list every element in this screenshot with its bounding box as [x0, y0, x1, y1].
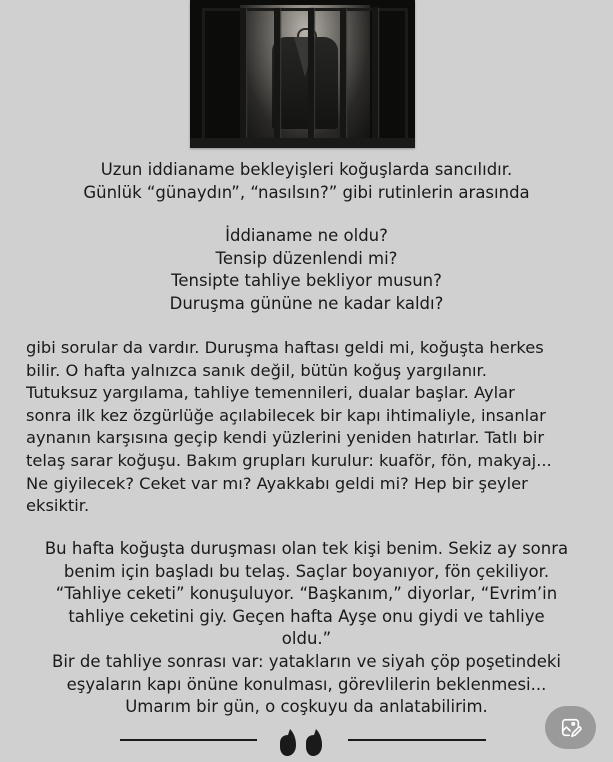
- paragraph-line: Tutuksuz yargılama, tahliye temennileri, dualar başlar. Aylar: [26, 383, 515, 403]
- prison-bar: [372, 8, 378, 140]
- quote-marks-icon: [278, 727, 328, 757]
- intro-line: Uzun iddianame bekleyişleri koğuşlarda sancılıdır.: [100, 160, 513, 179]
- question-line: Duruşma gününe ne kadar kaldı?: [169, 293, 444, 313]
- divider-line-right: [348, 739, 486, 741]
- prison-bar: [308, 8, 314, 140]
- prison-bar: [240, 8, 246, 140]
- paragraph-line: gibi sorular da vardır. Duruşma haftası geldi mi, koğuşta herkes: [26, 338, 544, 357]
- prison-bar: [274, 8, 280, 140]
- question-line: Tensipte tahliye bekliyor musun?: [171, 271, 442, 291]
- questions-list: [0, 225, 613, 315]
- paragraph-line: Umarım bir gün, o coşkuyu da anlatabilirim.: [125, 697, 488, 717]
- question-line: Tensip düzenlendi mi?: [215, 248, 398, 268]
- paragraph-line: sonra ilk kez özgürlüğe açılabilecek bir kapı ihtimaliyle, insanlar: [26, 405, 546, 425]
- paragraph-line: Bir de tahliye sonrası var: yatakların ve siyah çöp poşetindeki: [52, 651, 561, 671]
- image-edit-icon: [560, 717, 582, 739]
- paragraph-line: Bu hafta koğuşta duruşması olan tek kişi benim. Sekiz ay sonra: [44, 539, 569, 558]
- paragraph-line: bilir. O hafta yalnızca sanık değil, bütün koğuş yargılanır.: [26, 360, 487, 380]
- paragraph-two: [0, 538, 613, 719]
- paragraph-line: aynanın karşısına geçip kendi yüzlerini yeniden hatırlar. Tatlı bir: [26, 428, 545, 448]
- paragraph-line: eşyaların kapı önüne konulması, görevlilerin beklenmesi...: [66, 674, 547, 694]
- divider-line-left: [120, 739, 257, 741]
- window-sill: [190, 138, 415, 148]
- paragraph-line: benim için başladı bu telaş. Saçlar boyanıyor, fön çekiliyor.: [63, 561, 550, 581]
- paragraph-line: eksiktir.: [26, 496, 90, 516]
- intro-line: Günlük “günaydın”, “nasılsın?” gibi rutinlerin arasında: [83, 182, 530, 202]
- paragraph-line: tahliye ceketini giy. Geçen hafta Ayşe onu giydi ve tahliye: [68, 606, 545, 626]
- paragraph-one: [26, 337, 596, 518]
- paragraph-line: “Tahliye ceketi” konuşuluyor. “Başkanım,” diyorlar, “Evrim’in: [55, 584, 558, 604]
- paragraph-line: telaş sarar koğuşu. Bakım grupları kurulur: kuaför, fön, makyaj...: [26, 450, 552, 470]
- image-edit-button[interactable]: [545, 706, 596, 749]
- paragraph-line: Ne giyilecek? Ceket var mı? Ayakkabı geldi mi? Hep bir şeyler: [26, 473, 528, 493]
- paragraph-line: oldu.”: [281, 629, 332, 649]
- jacket-behind-bars-image: [190, 0, 415, 148]
- question-line: İddianame ne oldu?: [225, 226, 388, 245]
- prison-bar: [340, 8, 346, 140]
- intro-text: [0, 159, 613, 204]
